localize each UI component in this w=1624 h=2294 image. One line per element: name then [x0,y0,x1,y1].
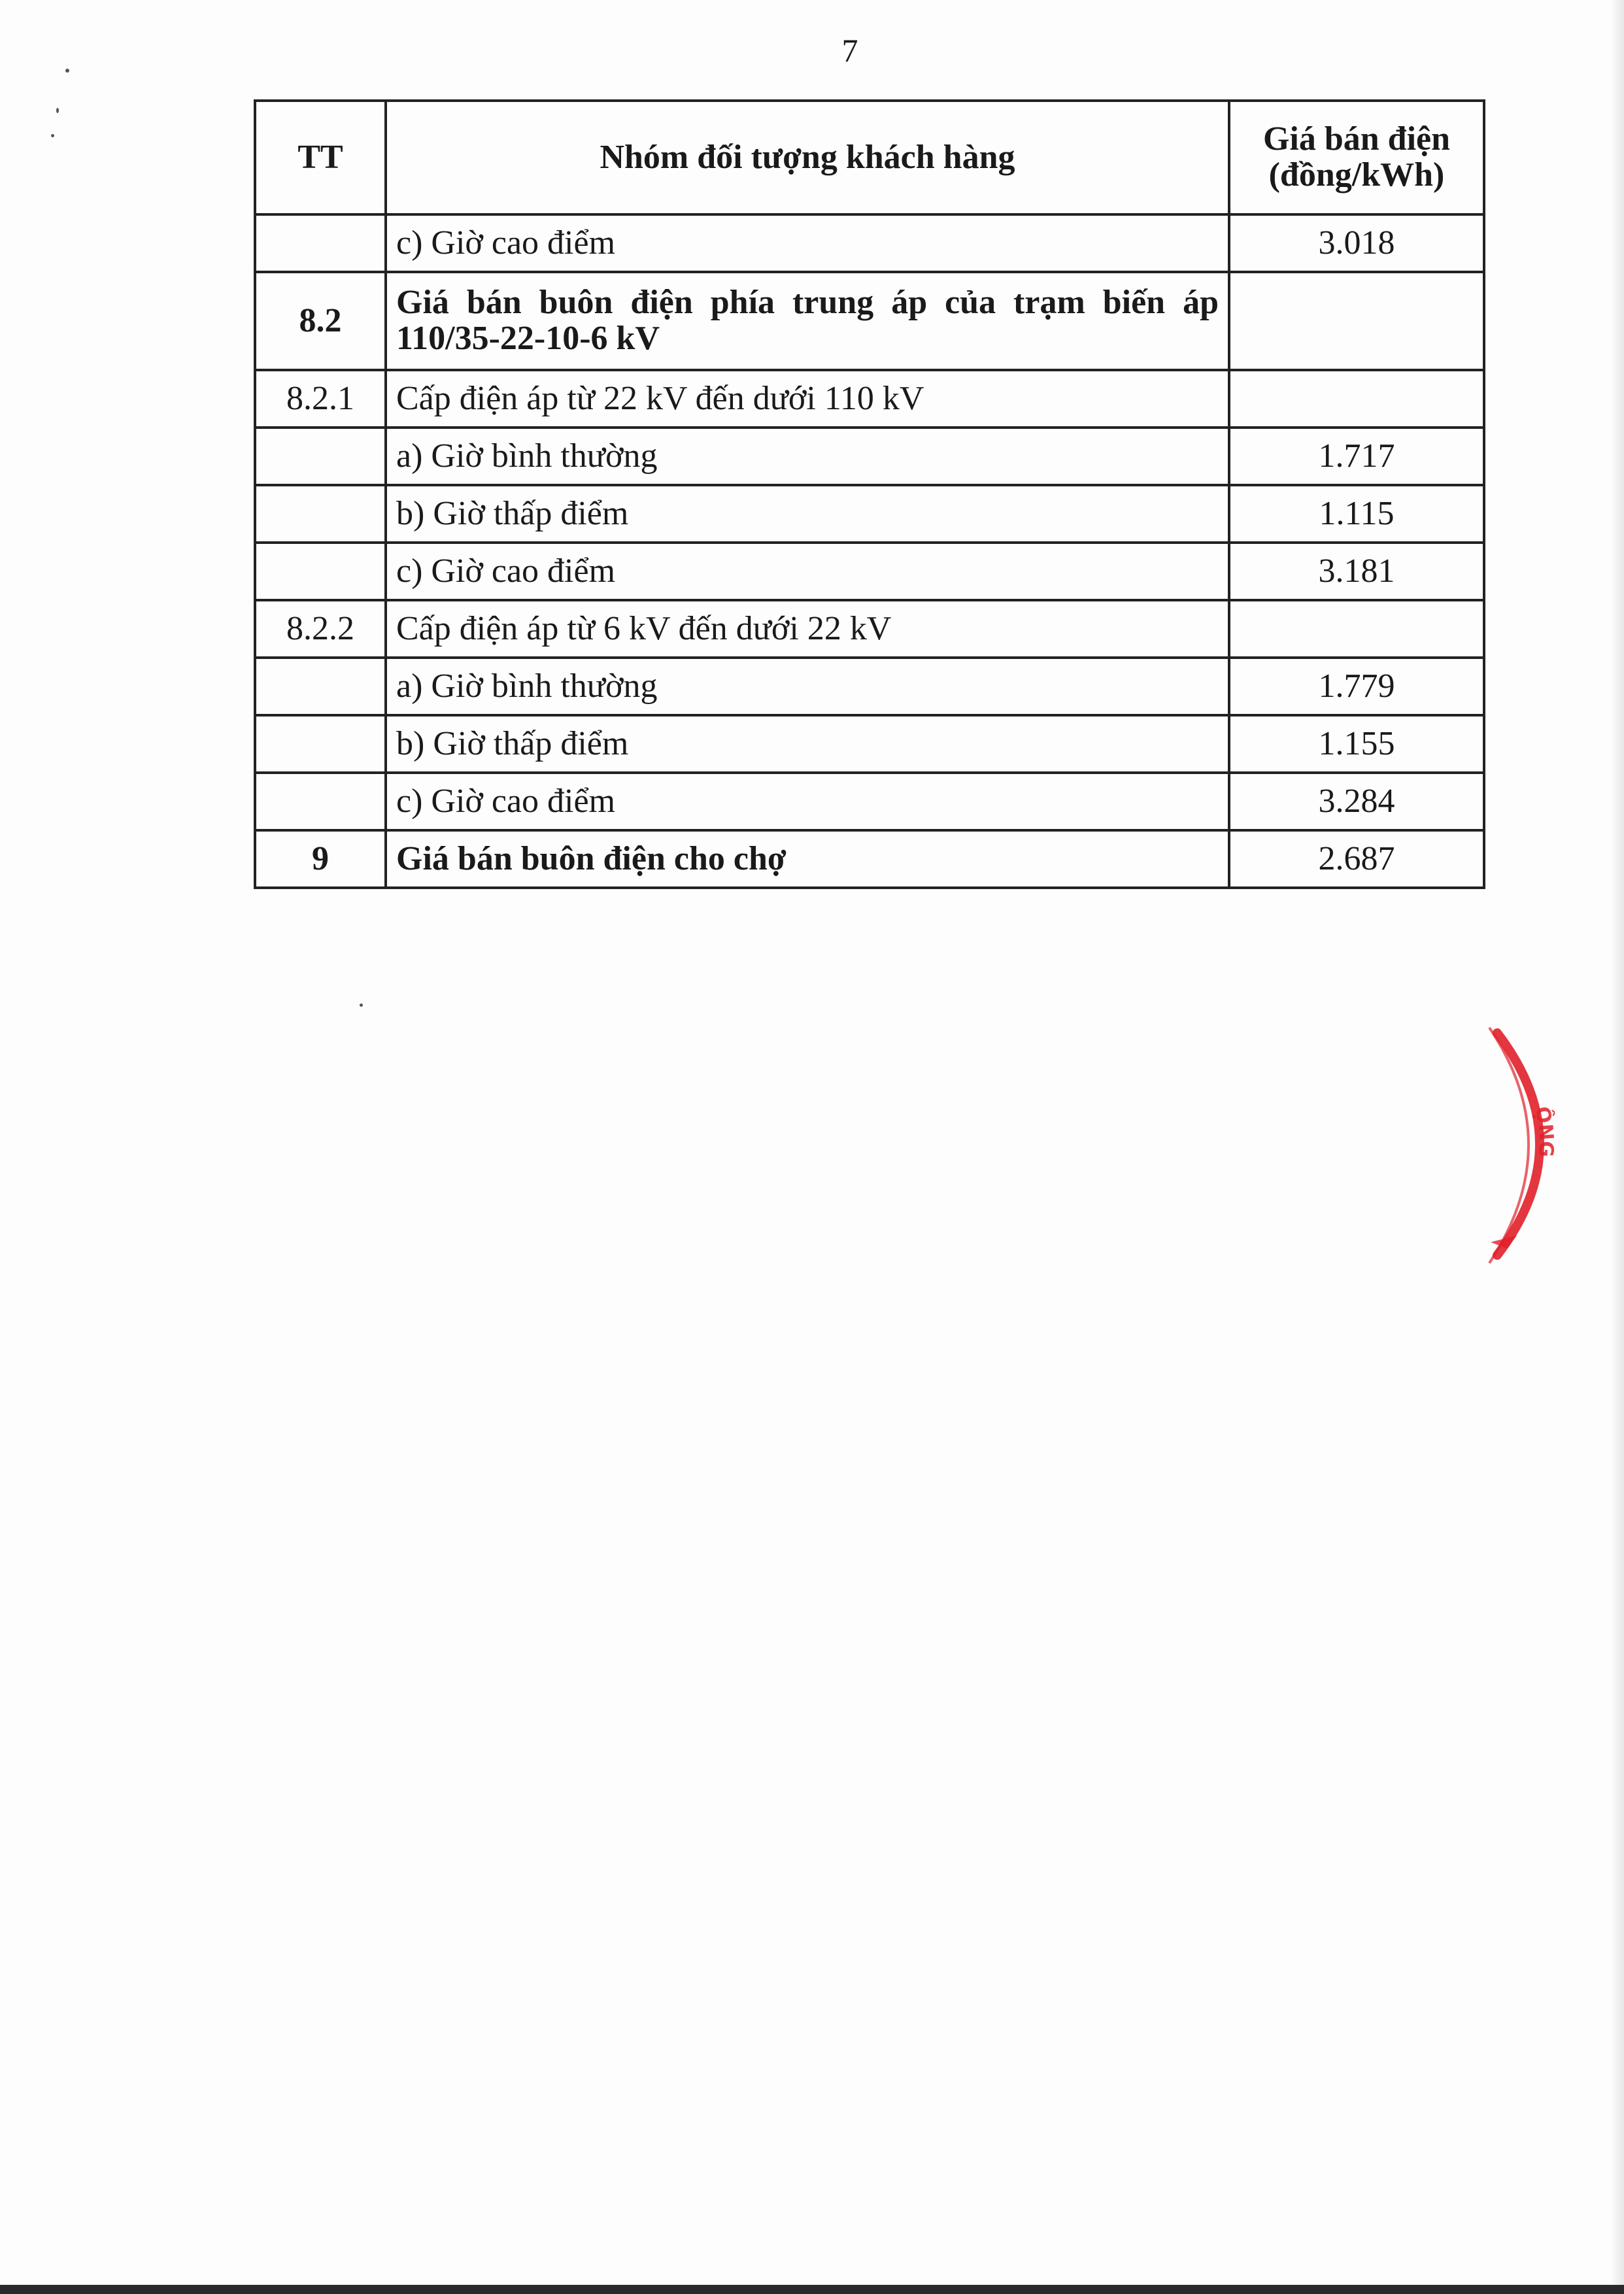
row-group: Giá bán buôn điện cho chợ [386,830,1229,888]
row-tt [255,658,386,715]
scan-bottom-edge [0,2285,1624,2294]
electricity-price-table [254,99,1485,889]
table-row [255,658,1484,715]
header-customer-group: Nhóm đối tượng khách hàng [386,101,1229,214]
red-seal-stamp [1484,1020,1569,1268]
row-price: 3.018 [1229,214,1484,272]
row-price [1229,370,1484,428]
row-price [1229,272,1484,370]
row-tt: 9 [255,830,386,888]
scan-speck [56,108,59,113]
table-header-row [255,101,1484,214]
row-group: c) Giờ cao điểm [386,543,1229,600]
row-group: Giá bán buôn điện phía trung áp của trạm biến áp 110/35-22-10-6 kV [386,272,1229,370]
row-tt [255,715,386,773]
table-row [255,600,1484,658]
scan-speck [65,69,69,73]
row-price: 1.155 [1229,715,1484,773]
row-price [1229,600,1484,658]
row-group: b) Giờ thấp điểm [386,715,1229,773]
scan-edge-shadow [1611,0,1624,2294]
table-row [255,830,1484,888]
scan-speck [51,134,54,137]
row-price: 3.181 [1229,543,1484,600]
header-tt: TT [255,101,386,214]
row-tt: 8.2.2 [255,600,386,658]
page-number: 7 [841,32,858,69]
row-tt [255,543,386,600]
header-price-line2: (đồng/kWh) [1268,156,1445,194]
row-group: b) Giờ thấp điểm [386,485,1229,543]
row-tt [255,773,386,830]
row-tt: 8.2 [255,272,386,370]
row-tt [255,485,386,543]
table-row [255,370,1484,428]
table-row [255,428,1484,485]
table-row [255,773,1484,830]
row-price: 1.115 [1229,485,1484,543]
table-row [255,485,1484,543]
row-tt [255,214,386,272]
row-price: 1.779 [1229,658,1484,715]
row-group: a) Giờ bình thường [386,428,1229,485]
table-row [255,543,1484,600]
row-group: Cấp điện áp từ 22 kV đến dưới 110 kV [386,370,1229,428]
table-row [255,214,1484,272]
table-row [255,715,1484,773]
header-price [1229,101,1484,214]
row-group: c) Giờ cao điểm [386,214,1229,272]
row-tt: 8.2.1 [255,370,386,428]
header-price-line1: Giá bán điện [1262,120,1451,158]
stamp-text: ỘNG [1530,1104,1558,1158]
row-tt [255,428,386,485]
row-price: 3.284 [1229,773,1484,830]
row-group: a) Giờ bình thường [386,658,1229,715]
row-price: 2.687 [1229,830,1484,888]
row-group: c) Giờ cao điểm [386,773,1229,830]
svg-text:ỘNG [1531,1104,1558,1157]
row-group: Cấp điện áp từ 6 kV đến dưới 22 kV [386,600,1229,658]
row-price: 1.717 [1229,428,1484,485]
scan-speck [360,1004,363,1007]
table-row [255,272,1484,370]
